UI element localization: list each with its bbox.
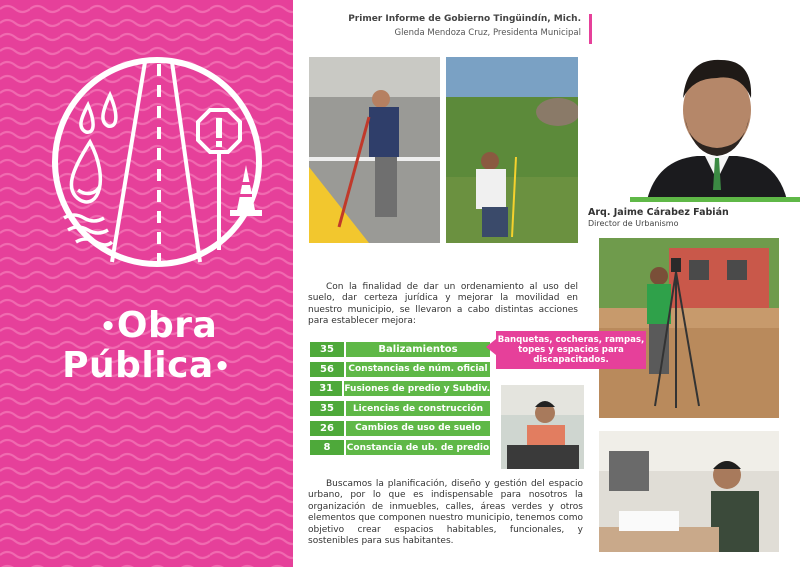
stat-count: 35 — [310, 401, 344, 416]
photo-office-desk — [501, 385, 584, 469]
stat-label: Constancias de núm. oficial — [346, 362, 490, 377]
photo-office-meeting — [599, 431, 779, 552]
report-title: Primer Informe de Gobierno Tingüindín, Mich. — [348, 14, 581, 24]
stat-row — [310, 381, 490, 396]
stat-count: 8 — [310, 440, 344, 455]
stat-count: 56 — [310, 362, 344, 377]
callout-arrow-icon — [486, 339, 496, 355]
section-panel — [0, 0, 293, 567]
report-presenter: Glenda Mendoza Cruz, Presidenta Municipal — [394, 28, 581, 38]
director-portrait — [637, 50, 792, 200]
intro-paragraph: Con la finalidad de dar un ordenamiento al uso del suelo, dar certeza jurídica y mejorar la movilidad en nuestro municipio, se llevaron a cabo distintas acciones para establecer mejora: — [308, 282, 578, 327]
bullet-dot-icon: • — [213, 352, 231, 382]
stat-label: Balizamientos — [346, 342, 490, 357]
road-icon — [112, 62, 200, 262]
stat-label: Constancia de ub. de predio — [346, 440, 490, 455]
section-title-line1: •Obra — [99, 305, 218, 346]
photo-road-marking — [309, 57, 440, 243]
stat-count: 26 — [310, 421, 344, 436]
stat-label: Fusiones de predio y Subdiv. — [344, 381, 490, 396]
outro-paragraph: Buscamos la planificación, diseño y gestión del espacio urbano, por lo que es indispensable para nosotros la organización de inmuebles, calles, áreas verdes y otros elementos que componen nuestro municipio, tenemos como objetivo crear espacios habitables, funcionales, y sostenibles para sus habitantes. — [308, 479, 583, 547]
stat-row — [310, 440, 490, 455]
report-header — [348, 14, 592, 44]
public-works-emblem — [50, 50, 265, 275]
bullet-dot-icon: • — [99, 312, 117, 342]
stat-row — [310, 421, 490, 436]
stat-count: 31 — [310, 381, 342, 396]
director-name: Arq. Jaime Cárabez Fabián — [588, 207, 729, 218]
stat-row — [310, 401, 490, 416]
director-role: Director de Urbanismo — [588, 219, 679, 228]
balizamientos-callout: Banquetas, cocheras, rampas, topes y espacios para discapacitados. — [496, 331, 646, 369]
photo-topography — [599, 238, 779, 418]
stat-row — [310, 342, 490, 357]
stat-row — [310, 362, 490, 377]
stat-label: Cambios de uso de suelo — [346, 421, 490, 436]
photo-field-survey — [446, 57, 578, 243]
stat-label: Licencias de construcción — [346, 401, 490, 416]
director-accent-bar — [630, 197, 800, 202]
section-title-line2: Pública• — [62, 345, 231, 386]
stat-count: 35 — [310, 342, 344, 357]
stats-table — [310, 342, 490, 460]
